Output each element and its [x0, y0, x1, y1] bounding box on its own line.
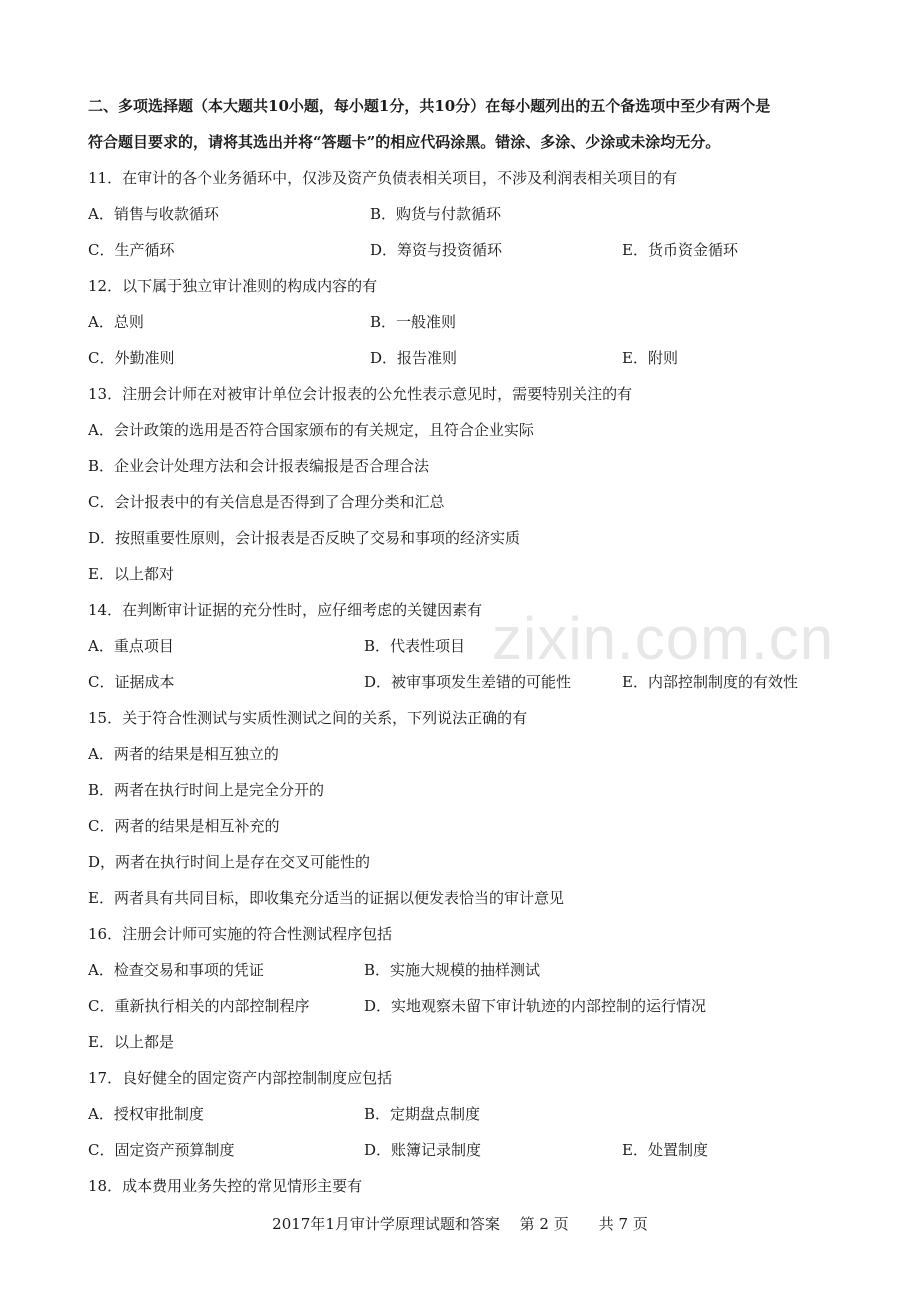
question-16-stem: 16．注册会计师可实施的符合性测试程序包括	[88, 925, 393, 943]
q13-option-e: E．以上都对	[88, 565, 174, 583]
q16-option-a: A．检查交易和事项的凭证	[88, 961, 264, 979]
q17-option-c: C．固定资产预算制度	[88, 1141, 235, 1159]
q16-option-c: C．重新执行相关的内部控制程序	[88, 997, 310, 1015]
question-11-stem: 11．在审计的各个业务循环中，仅涉及资产负债表相关项目，不涉及利润表相关项目的有	[88, 169, 678, 187]
q17-option-a: A．授权审批制度	[88, 1105, 204, 1123]
q17-option-b: B．定期盘点制度	[364, 1105, 481, 1123]
q15-option-d: D，两者在执行时间上是存在交叉可能性的	[88, 853, 371, 871]
question-14-stem: 14．在判断审计证据的充分性时，应仔细考虑的关键因素有	[88, 601, 483, 619]
question-15-stem: 15．关于符合性测试与实质性测试之间的关系，下列说法正确的有	[88, 709, 528, 727]
q11-option-a: A．销售与收款循环	[88, 205, 219, 223]
q14-option-c: C．证据成本	[88, 673, 175, 691]
q15-option-b: B．两者在执行时间上是完全分开的	[88, 781, 325, 799]
q15-option-e: E．两者具有共同目标，即收集充分适当的证据以便发表恰当的审计意见	[88, 889, 564, 907]
question-18-stem: 18．成本费用业务失控的常见情形主要有	[88, 1177, 363, 1195]
page-footer: 2017年1月审计学原理试题和答案 第 2 页 共 7 页	[272, 1215, 648, 1233]
q12-option-c: C．外勤准则	[88, 349, 175, 367]
q11-option-d: D．筹资与投资循环	[370, 241, 503, 259]
q13-option-b: B．企业会计处理方法和会计报表编报是否合理合法	[88, 457, 430, 475]
q12-option-e: E．附则	[622, 349, 678, 367]
q14-option-a: A．重点项目	[88, 637, 174, 655]
q17-option-e: E．处置制度	[622, 1141, 708, 1159]
q13-option-a: A．会计政策的选用是否符合国家颁布的有关规定，且符合企业实际	[88, 421, 534, 439]
q14-option-b: B．代表性项目	[364, 637, 466, 655]
q11-option-b: B．购货与付款循环	[370, 205, 502, 223]
q13-option-d: D．按照重要性原则，会计报表是否反映了交易和事项的经济实质	[88, 529, 521, 547]
q12-option-a: A．总则	[88, 313, 144, 331]
section-header-line-1: 二、多项选择题（本大题共10小题，每小题1分，共10分）在每小题列出的五个备选项中至少有两个是	[88, 97, 771, 115]
q16-option-d: D．实地观察未留下审计轨迹的内部控制的运行情况	[364, 997, 707, 1015]
q15-option-c: C．两者的结果是相互补充的	[88, 817, 280, 835]
q12-option-b: B．一般准则	[370, 313, 457, 331]
q14-option-d: D．被审事项发生差错的可能性	[364, 673, 572, 691]
q16-option-b: B．实施大规模的抽样测试	[364, 961, 541, 979]
q11-option-c: C．生产循环	[88, 241, 175, 259]
section-header-line-2: 符合题目要求的，请将其选出并将“答题卡”的相应代码涂黑。错涂、多涂、少涂或未涂均无分。	[88, 133, 721, 151]
q16-option-e: E．以上都是	[88, 1033, 174, 1051]
q17-option-d: D．账簿记录制度	[364, 1141, 482, 1159]
question-13-stem: 13．注册会计师在对被审计单位会计报表的公允性表示意见时，需要特别关注的有	[88, 385, 633, 403]
q12-option-d: D．报告准则	[370, 349, 458, 367]
q13-option-c: C．会计报表中的有关信息是否得到了合理分类和汇总	[88, 493, 445, 511]
watermark: zixin.com.cn	[492, 605, 835, 672]
q11-option-e: E．货币资金循环	[622, 241, 738, 259]
q15-option-a: A．两者的结果是相互独立的	[88, 745, 279, 763]
question-12-stem: 12．以下属于独立审计准则的构成内容的有	[88, 277, 378, 295]
q14-option-e: E．内部控制制度的有效性	[622, 673, 798, 691]
question-17-stem: 17．良好健全的固定资产内部控制制度应包括	[88, 1069, 393, 1087]
